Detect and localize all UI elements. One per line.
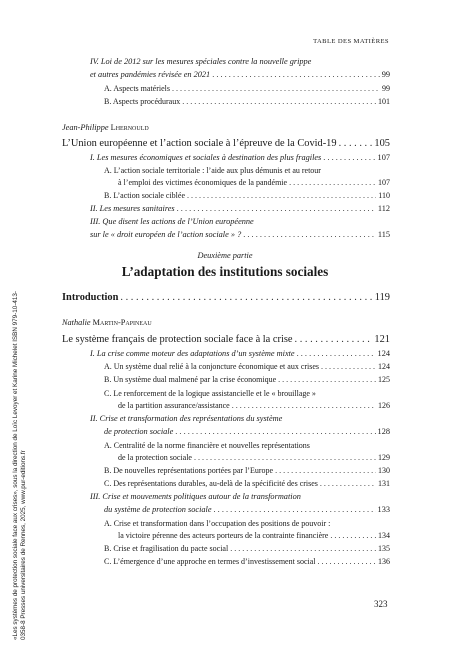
leader-dots xyxy=(214,505,376,514)
page-ref: 112 xyxy=(377,204,390,213)
toc-ch2-iii-b xyxy=(104,544,390,553)
toc-ch1-section-i xyxy=(90,153,390,162)
author-last-name: Lhernould xyxy=(110,123,149,132)
chapter-title: L’Union européenne et l’action sociale à l’épreuve de la Covid-19 xyxy=(62,138,337,149)
page-ref: 124 xyxy=(378,362,390,371)
page-ref: 130 xyxy=(378,466,390,475)
part-title: L’adaptation des institutions sociales xyxy=(121,264,329,279)
page-ref: 107 xyxy=(377,153,390,162)
toc-entry-label: de protection sociale xyxy=(104,427,174,436)
toc-ch2-ii-b xyxy=(104,466,390,475)
leader-dots xyxy=(317,557,376,566)
toc-entry-label: C. Des représentations durables, au-delà de la spécificité des crises xyxy=(104,479,318,488)
toc-entry-label: II. Les mesures sanitaires xyxy=(90,204,175,213)
toc-ch2-ii-a-line1: A. Centralité de la norme financière et nouvelles représentations xyxy=(104,441,310,450)
leader-dots xyxy=(187,191,376,200)
toc-ch2-iii-line1: III. Crise et mouvements politiques autour de la transformation xyxy=(90,492,301,501)
toc-entry-iv-b xyxy=(104,97,390,106)
toc-ch2-ii-c xyxy=(104,479,390,488)
toc-entry-iv-line2: et autres pandémies révisée en 2021 xyxy=(90,70,211,79)
toc-ch2-i-a xyxy=(104,362,390,371)
toc-ch2-section-iii xyxy=(104,505,390,514)
page-ref: 133 xyxy=(377,505,390,514)
author-last-name: Martin-Papineau xyxy=(92,318,152,327)
toc-ch2-iii-a-line1: A. Crise et transformation dans l’occupation des positions de pouvoir : xyxy=(104,519,331,528)
toc-introduction xyxy=(62,292,390,303)
page-ref: 135 xyxy=(378,544,390,553)
leader-dots xyxy=(232,401,376,410)
leader-dots xyxy=(320,479,376,488)
toc-entry-label: Introduction xyxy=(62,292,119,303)
author-first-name: Jean-Philippe xyxy=(62,123,109,132)
page-ref: 115 xyxy=(377,230,390,239)
toc-entry-iv-a xyxy=(104,84,390,93)
leader-dots xyxy=(177,204,376,213)
page-ref: 99 xyxy=(382,84,390,93)
page-ref: 105 xyxy=(374,138,390,149)
side-copyright-note: «Les systèmes de protection sociale face aux crises», sous la direction de Loïc Levoyer et Karine Michelet ISBN 979-10-413-0358-8 Presses universitaires de Rennes, 2025, www.pur-editions.fr xyxy=(12,291,27,640)
page-ref: 110 xyxy=(378,191,390,200)
toc-entry-label: de la partition assurance/assistance xyxy=(118,401,230,410)
toc-ch2-i-c xyxy=(118,401,390,410)
toc-ch2-i-c-line1: C. Le renforcement de la logique assistancielle et le « brouillage » xyxy=(104,389,316,398)
page-ref: 136 xyxy=(378,557,390,566)
leader-dots xyxy=(120,292,372,303)
page-ref: 101 xyxy=(378,97,390,106)
page-number: 323 xyxy=(374,599,388,609)
author-first-name: Nathalie xyxy=(62,318,91,327)
leader-dots xyxy=(230,544,376,553)
chapter-title: Le système français de protection sociale face à la crise xyxy=(62,334,293,345)
chapter-author xyxy=(62,318,152,327)
toc-entry-label: B. Crise et fragilisation du pacte social xyxy=(104,544,229,553)
toc-ch2-i-b xyxy=(104,375,390,384)
toc-ch2-ii-a xyxy=(118,453,390,462)
toc-entry-label: la victoire pérenne des acteurs porteurs de la contrainte financière xyxy=(118,531,329,540)
toc-entry-iv xyxy=(90,70,390,79)
leader-dots xyxy=(194,453,376,462)
leader-dots xyxy=(289,178,376,187)
leader-dots xyxy=(172,84,380,93)
toc-entry-label: de la protection sociale xyxy=(118,453,192,462)
page-ref: 131 xyxy=(378,479,390,488)
leader-dots xyxy=(212,70,380,79)
leader-dots xyxy=(175,427,375,436)
page-ref: 129 xyxy=(378,453,390,462)
leader-dots xyxy=(278,375,376,384)
chapter-author xyxy=(62,123,149,132)
toc-ch1-section-ii xyxy=(90,204,390,213)
toc-ch1-i-a-line1: A. L’action sociale territoriale : l’aide aux plus démunis et au retour xyxy=(104,166,321,175)
toc-entry-label: à l’emploi des victimes économiques de la pandémie xyxy=(118,178,288,187)
toc-entry-label: I. La crise comme moteur des adaptations d’un système mixte xyxy=(90,349,295,358)
leader-dots xyxy=(297,349,376,358)
toc-entry-label: A. Aspects matériels xyxy=(104,84,170,93)
toc-entry-label: I. Les mesures économiques et sociales à destination des plus fragiles xyxy=(90,153,322,162)
toc-entry-label: C. L’émergence d’une approche en termes d’investissement social xyxy=(104,557,316,566)
page-ref: 125 xyxy=(378,375,390,384)
leader-dots xyxy=(339,138,373,149)
page-ref: 124 xyxy=(377,349,390,358)
toc-entry-label: sur le « droit européen de l’action sociale » ? xyxy=(90,230,242,239)
leader-dots xyxy=(321,362,376,371)
leader-dots xyxy=(330,531,376,540)
page-ref: 126 xyxy=(378,401,390,410)
page-ref: 99 xyxy=(381,70,390,79)
toc-entry-label: B. L’action sociale ciblée xyxy=(104,191,186,200)
page-ref: 134 xyxy=(378,531,390,540)
toc-ch2-iii-c xyxy=(104,557,390,566)
toc-entry-iv-line1: IV. Loi de 2012 sur les mesures spéciales contre la nouvelle grippe xyxy=(90,57,312,66)
leader-dots xyxy=(295,334,373,345)
page-ref: 107 xyxy=(378,178,390,187)
leader-dots xyxy=(182,97,376,106)
toc-entry-label: B. Aspects procéduraux xyxy=(104,97,181,106)
toc-chapter-1 xyxy=(62,138,390,149)
leader-dots xyxy=(275,466,376,475)
toc-entry-label: B. De nouvelles représentations portées par l’Europe xyxy=(104,466,274,475)
running-header: TABLE DES MATIÈRES xyxy=(313,38,389,45)
toc-ch2-ii-line1: II. Crise et transformation des représentations du système xyxy=(90,414,283,423)
page-ref: 119 xyxy=(374,292,390,303)
toc-ch1-i-a xyxy=(118,178,390,187)
toc-ch2-iii-a xyxy=(118,531,390,540)
toc-chapter-2 xyxy=(62,334,390,345)
page-ref: 128 xyxy=(377,427,390,436)
toc-ch2-section-i xyxy=(90,349,390,358)
page-ref: 121 xyxy=(374,334,390,345)
toc-entry-label: du système de protection sociale xyxy=(104,505,212,514)
part-label: Deuxième partie xyxy=(197,251,253,260)
toc-entry-label: A. Un système dual relié à la conjoncture économique et aux crises xyxy=(104,362,320,371)
toc-ch1-iii-line1: III. Que disent les actions de l’Union européenne xyxy=(90,217,254,226)
toc-ch2-section-ii xyxy=(104,427,390,436)
toc-ch1-i-b xyxy=(104,191,390,200)
toc-entry-label: B. Un système dual malmené par la crise économique xyxy=(104,375,277,384)
leader-dots xyxy=(323,153,375,162)
toc-ch1-section-iii xyxy=(90,230,390,239)
leader-dots xyxy=(243,230,376,239)
